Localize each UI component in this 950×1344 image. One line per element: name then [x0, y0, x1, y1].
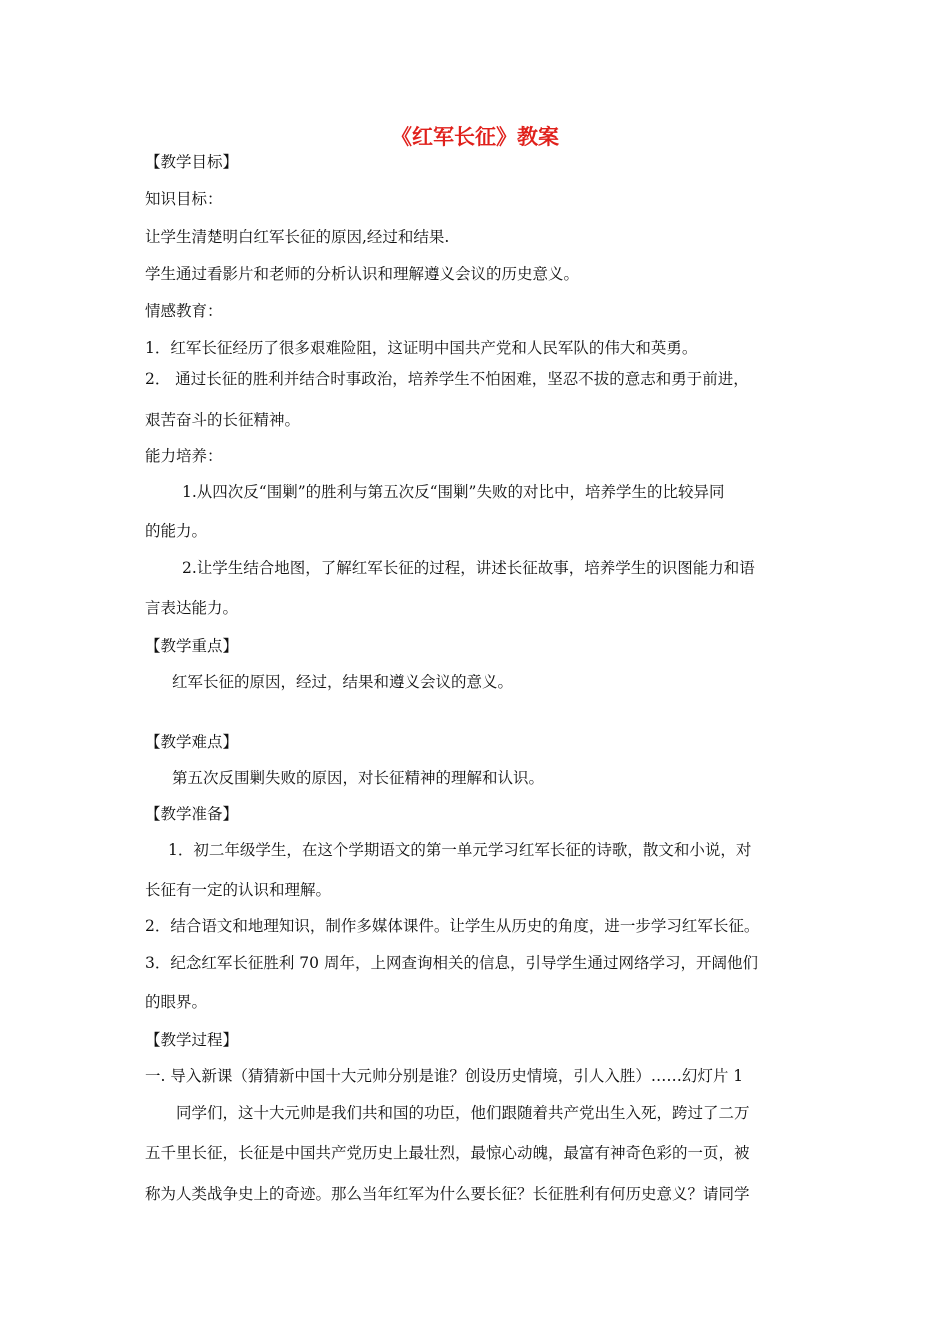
- ability-item: 1.从四次反“围剿”的胜利与第五次反“围剿”失败的对比中，培养学生的比较异同: [182, 483, 725, 501]
- process-paragraph-line: 称为人类战争史上的奇迹。那么当年红军为什么要长征？长征胜利有何历史意义？请同学: [145, 1185, 750, 1203]
- knowledge-item: 学生通过看影片和老师的分析认识和理解遵义会议的历史意义。: [145, 265, 580, 283]
- emotion-item: 艰苦奋斗的长征精神。: [145, 411, 301, 429]
- process-paragraph-line: 五千里长征，长征是中国共产党历史上最壮烈，最惊心动魄，最富有神奇色彩的一页，被: [145, 1144, 750, 1162]
- preparation-item: 长征有一定的认识和理解。: [145, 881, 332, 899]
- emotion-label: 情感教育：: [145, 302, 223, 320]
- knowledge-label: 知识目标：: [145, 190, 223, 208]
- emotion-item: 1．红军长征经历了很多艰难险阻，这证明中国共产党和人民军队的伟大和英勇。: [145, 339, 698, 357]
- knowledge-item: 让学生清楚明白红军长征的原因,经过和结果.: [145, 228, 450, 246]
- process-step: 一. 导入新课（猜猜新中国十大元帅分别是谁？创设历史情境，引人入胜）……幻灯片 1: [145, 1067, 744, 1085]
- ability-label: 能力培养：: [145, 447, 223, 465]
- emotion-item: 2． 通过长征的胜利并结合时事政治，培养学生不怕困难，坚忍不拔的意志和勇于前进，: [145, 370, 749, 388]
- document-title: 《红军长征》教案: [391, 125, 559, 149]
- process-paragraph-line: 同学们，这十大元帅是我们共和国的功臣，他们跟随着共产党出生入死，跨过了二万: [176, 1104, 750, 1122]
- ability-item: 言表达能力。: [145, 599, 239, 617]
- key-points-text: 红军长征的原因，经过，结果和遵义会议的意义。: [172, 673, 514, 691]
- preparation-item: 1．初二年级学生，在这个学期语文的第一单元学习红军长征的诗歌，散文和小说，对: [168, 841, 752, 859]
- ability-item: 的能力。: [145, 522, 208, 540]
- objectives-heading: 【教学目标】: [145, 153, 239, 171]
- process-heading: 【教学过程】: [145, 1031, 239, 1049]
- key-points-heading: 【教学重点】: [145, 637, 239, 655]
- preparation-item: 2．结合语文和地理知识，制作多媒体课件。让学生从历史的角度，进一步学习红军长征。: [145, 917, 760, 935]
- difficulties-text: 第五次反围剿失败的原因，对长征精神的理解和认识。: [172, 769, 545, 787]
- ability-item: 2.让学生结合地图，了解红军长征的过程，讲述长征故事，培养学生的识图能力和语: [182, 559, 755, 577]
- preparation-heading: 【教学准备】: [145, 805, 239, 823]
- preparation-item: 的眼界。: [145, 993, 208, 1011]
- difficulties-heading: 【教学难点】: [145, 733, 239, 751]
- preparation-item: 3．纪念红军长征胜利 70 周年，上网查询相关的信息，引导学生通过网络学习，开阔他们: [145, 954, 758, 972]
